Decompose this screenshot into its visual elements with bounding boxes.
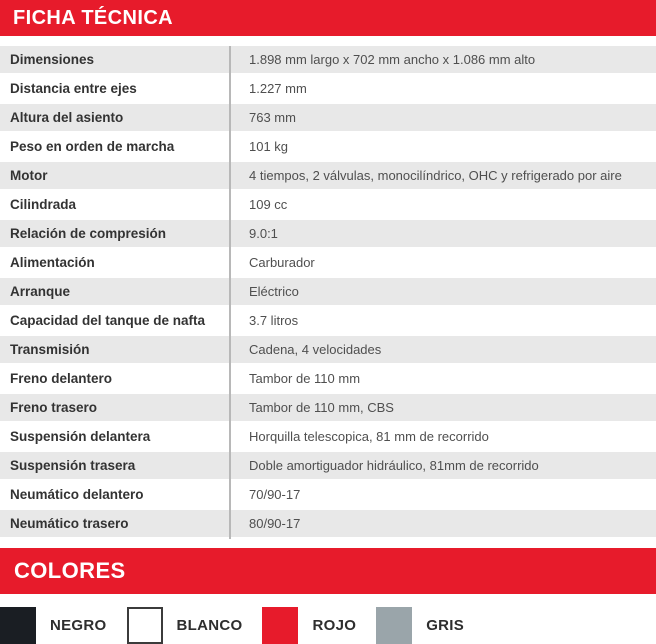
spec-label: Freno delantero — [10, 371, 113, 386]
spec-value: Tambor de 110 mm, CBS — [249, 400, 394, 415]
table-row — [0, 394, 656, 423]
spec-label: Arranque — [10, 284, 71, 299]
spec-label: Suspensión delantera — [10, 429, 151, 444]
spec-label: Peso en orden de marcha — [10, 139, 175, 154]
spec-label: Motor — [10, 168, 48, 183]
spec-label: Neumático delantero — [10, 487, 144, 502]
table-row — [0, 510, 656, 539]
table-row — [0, 191, 656, 220]
spec-label: Altura del asiento — [10, 110, 124, 125]
color-swatch — [127, 607, 163, 644]
table-row — [0, 307, 656, 336]
ficha-tecnica-title: FICHA TÉCNICA — [13, 6, 174, 29]
spec-value: 109 cc — [249, 197, 288, 212]
spec-value: 1.898 mm largo x 702 mm ancho x 1.086 mm alto — [249, 52, 536, 67]
spec-value: Horquilla telescopica, 81 mm de recorrido — [249, 429, 489, 444]
color-swatch — [376, 607, 412, 644]
color-swatch — [0, 607, 36, 644]
color-label: ROJO — [312, 617, 357, 634]
table-row — [0, 481, 656, 510]
spec-label: Cilindrada — [10, 197, 77, 212]
spec-label: Capacidad del tanque de nafta — [10, 313, 206, 328]
spec-label: Freno trasero — [10, 400, 98, 415]
table-row — [0, 75, 656, 104]
color-item — [0, 607, 107, 644]
color-item — [376, 607, 464, 644]
spec-value: Doble amortiguador hidráulico, 81mm de recorrido — [249, 458, 539, 473]
table-row — [0, 423, 656, 452]
colores-title: COLORES — [14, 558, 126, 583]
table-row — [0, 249, 656, 278]
table-row — [0, 46, 656, 75]
spec-table — [0, 46, 656, 539]
spec-value: Cadena, 4 velocidades — [249, 342, 382, 357]
table-row — [0, 104, 656, 133]
spec-value: 1.227 mm — [249, 81, 307, 96]
spec-value: 80/90-17 — [249, 516, 301, 531]
color-swatch — [262, 607, 298, 644]
table-row — [0, 278, 656, 307]
spec-label: Distancia entre ejes — [10, 81, 137, 96]
color-label: NEGRO — [50, 617, 107, 634]
spec-value: 4 tiempos, 2 válvulas, monocilíndrico, OHC y refrigerado por aire — [249, 168, 622, 183]
table-row — [0, 452, 656, 481]
spec-label: Suspensión trasera — [10, 458, 136, 473]
spec-label: Neumático trasero — [10, 516, 129, 531]
spec-value: Eléctrico — [249, 284, 299, 299]
spec-value: 3.7 litros — [249, 313, 299, 328]
spec-rows — [0, 46, 656, 539]
color-item — [127, 607, 243, 644]
table-row — [0, 365, 656, 394]
colores-header-bar — [0, 548, 656, 594]
spec-value: Carburador — [249, 255, 315, 270]
table-row — [0, 220, 656, 249]
color-label: GRIS — [426, 617, 465, 634]
color-label: BLANCO — [176, 617, 243, 634]
column-divider — [229, 46, 231, 539]
color-item — [262, 607, 356, 644]
spec-value: Tambor de 110 mm — [249, 371, 361, 386]
spec-value: 763 mm — [249, 110, 296, 125]
spec-value: 70/90-17 — [249, 487, 301, 502]
spec-label: Relación de compresión — [10, 226, 167, 241]
spec-value: 9.0:1 — [249, 226, 278, 241]
spec-label: Alimentación — [10, 255, 95, 270]
table-row — [0, 133, 656, 162]
ficha-tecnica-header-bar — [0, 0, 656, 36]
spec-label: Dimensiones — [10, 52, 95, 67]
spec-label: Transmisión — [10, 342, 90, 357]
table-row — [0, 162, 656, 191]
spec-value: 101 kg — [249, 139, 289, 154]
table-row — [0, 336, 656, 365]
colors-row — [0, 607, 656, 644]
